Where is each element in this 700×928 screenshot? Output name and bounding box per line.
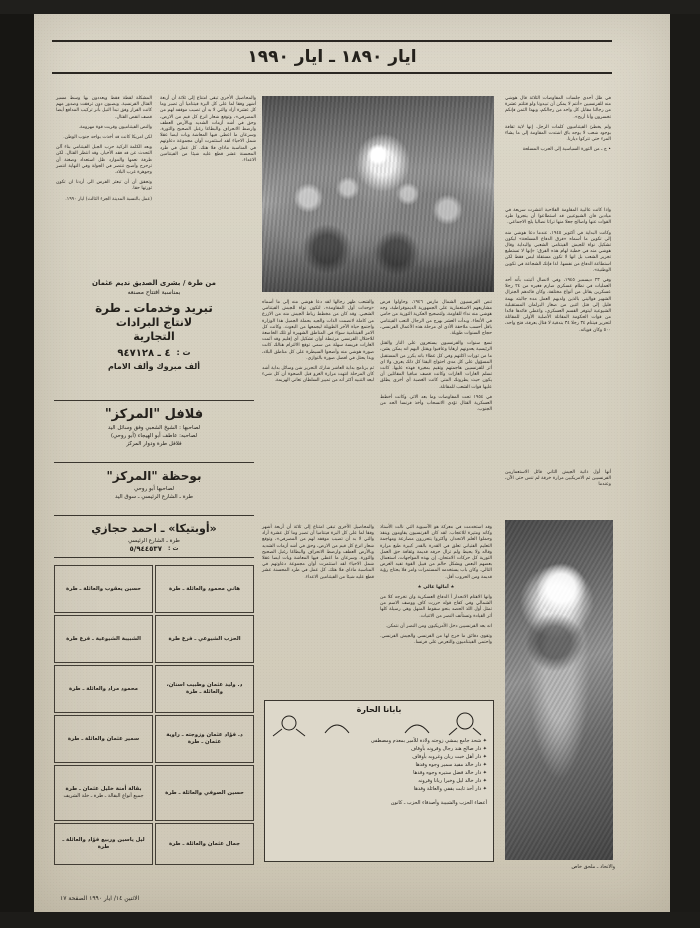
paragraph: تنص الفرنسيون الشمال مارس ١٩٤٦، وحاولوا فرض مشاريعهم الاستعمارية على الجمهورية الديموقراطية، وجه هوشي منه نداء للقاومة، ولتصحيح العكرية الثورية من حامي في الأنحاء. وبدأت العشر بهرج من الرجال التعب الفيتنامي باقل أحسب ملاحقة الأذى اي مرحلة هذه الأعمال الفرنسي، حجاج السنوات طويلة.: [380, 300, 493, 337]
obit-name: حسين الصوفي والعائلة ـ طرة: [165, 789, 244, 796]
list-item: [54, 765, 153, 821]
paragraph: في ظل أحدى جلسات المفاوضات الثلاثة قال هوشي منه للفرنسيين «أنتم لا يمكن أن تبيدونا ولو قتلتم عشرة من رجالنا مقابل كل واحد من رجالكم، وبهذا الثمن فإنكم تخسرون وأنا أربح».: [505, 96, 611, 120]
ad-markaz-addr: طرة ـ الشارع الرئيسي ـ سوق اليد: [114, 494, 194, 500]
obit-name: الحزب الشيوعي ـ فرع طرة: [168, 635, 241, 642]
cartoon-item: ✦ دار أحد ثابت يقفي والعائلة وقدها: [413, 786, 487, 792]
ad-refrigeration: [54, 278, 254, 371]
list-item: [155, 715, 254, 763]
cartoon-panel: [264, 700, 494, 862]
list-item: [54, 615, 153, 663]
ad-line1: من طرة / بشرى الصديق نديم عثمان: [91, 279, 217, 287]
list-item: [54, 665, 153, 713]
ad-line2: بمناسبة افتتاح مصنعه: [127, 289, 181, 296]
cartoon-item: ✦ دار خالد مفيد سمير وجوه وقدها: [415, 762, 487, 768]
article-column-left-top: [56, 96, 152, 207]
list-item: [54, 823, 153, 865]
ad-falafel-extra: فلافل طرة ودوار المركز: [126, 441, 182, 447]
page-title: [52, 40, 612, 74]
photo-inner: [505, 520, 613, 860]
ad-falafel-addr: لصاحبه: عاطف أبو الهيجاء (أبو روحي): [110, 433, 198, 439]
cartoon-footer: أعضاء الحزب والشبيبة وأصدقاء الحزب ـ كانون: [390, 800, 487, 806]
list-item: [54, 715, 153, 763]
cartoon-item: ✦ دار خالد ليل وخبرا ربانا وقرونه: [418, 778, 487, 784]
ad-phone-number: ٤ ـ ٩٤٧١٢٨: [117, 348, 171, 359]
article-column-center-right-lower: [380, 525, 492, 650]
ad-falafel: [54, 400, 254, 448]
photo-crowd-leader: [262, 96, 494, 292]
article-column-center-left: [262, 300, 374, 389]
paragraph: أنها أول ذاتية الجيش الثاني قائل الاستعماريين الفرنسيين ثم الامريكيين مرارة خرقة لم تنس حتى الآن، وعندما: [505, 470, 611, 488]
cartoon-title: بابانا الحارة: [356, 705, 402, 714]
ad-markaz-title: بوحظة "المركز": [106, 469, 202, 483]
article-column-right-mid: [505, 208, 611, 338]
ad-optika-sub: طرة ـ الشارع الرئيسي: [128, 538, 180, 544]
paragraph: وتحقق أن أن تبعثر الفرس الى أردنا ان تكون ثورتها حقا.: [56, 180, 152, 192]
cartoon-item-list: [271, 737, 487, 807]
obit-name: محمود مراد والعائلة ـ طرة: [68, 685, 139, 692]
ad-title-3: التجارية: [133, 330, 175, 343]
article-column-right-bottom: [505, 470, 611, 493]
masthead-text: ايار ١٨٩٠ ـ ايار ١٩٩٠: [247, 47, 417, 67]
cartoon-item: ✦ دار صالح هند رجال وقرونه بأوقاف: [410, 746, 487, 752]
ad-optika: [54, 515, 254, 560]
scan-edge-bottom: [0, 912, 700, 928]
page-footer: الاثنين ١٤/ ايار ١٩٩٠ الصفحة ١٧: [60, 895, 140, 902]
paragraph: • ج ـ من الثورة السياسية إلى الحرب المسلحة: [522, 147, 611, 153]
ad-title-2: لانتاج البرادات: [115, 316, 193, 329]
paragraph: والمحاصيل الأخرى تبقى امتناع إلى ثلاثة أن أربعة أشهر وفقا لما على كل البرة فيتناميا أن تصبر وما كل عشرة أراد والتي لا بد أن تصيب موقفه لهم من المصرفي»، وتوقع شعار انزع كل قيم من الارض، وحق في أشد أزمات الشديد وبالأرض العطف وارضط الانحراف والبطاغا رغبل الصحيح والثورة. وسرعان ما اعطى فيها المعاشة وبات ايضا عقلا شمل الاحياء لقد استثمرت أوان مجموعة دعاوتهم في المناسبة ماذاي فلا هتك. كل عمل في طرد المحسنة عشر قطع عليه شيئا من الفيتنامين الاعداء.: [160, 96, 256, 164]
paragraph: في ١٩٥٤ تحت المفاوضات وما بعد الاثر، وكانت أخطط العسكرية القتال تؤدي الانسحاب وأخذ فرنسا الحد من الجنوب.: [380, 394, 492, 413]
list-item: [155, 765, 254, 821]
paragraph: والمحاصيل الأخرى تبقى امتناع إلى ثلاثة أن أربعة أشهر وفقا لما على كل البرة فيتناميا أن تصبر وما كل عشرة أراد والتي لا بد أن تصيب موقفه لهم من المصرفي»، وتوقع شعار انزع كل قيم من الارض، وحق في أشد أزمات الشديد وبالأرض العطف وارضط الانحراف والبطاغا رغبل الصحيح والثورة. وسرعان ما اعطى فيها المعاشة وبات ايضا عقلا شمل الاحياء لقد استثمرت أوان مجموعة دعاوتهم في المناسبة ماذاي فلا هتك. كل عمل في طرد المحسنة عشر قطع عليه شيئا من الفيتنامين الاعداء.: [262, 525, 374, 580]
scan-edge-right: [670, 0, 700, 928]
obit-sub: جميع أنواع البقالة ـ طرة ـ خلة الشريف: [63, 793, 144, 799]
photo-inner: [262, 96, 494, 292]
obit-name: د. فؤاد عثمان وزوجته ـ راوية عثمان ـ طرة: [166, 732, 243, 745]
scan-edge-top: [0, 0, 700, 14]
paragraph: وتقوي دقائق ما خرج لها من الفرنسي والجيش الفرنسي. واحتمى الفيتناميون والتعرض على فرنسا.: [380, 634, 492, 646]
paragraph: تسع سنوات والفرنسيون يستعرون على النار والقتل الرئيسية يعدونهم ارهابا وعاقبوا ويقتل اليهم انه يمكن يشن، ما من ثورات اكلتهم وفي كل غطاء بانه يكرر من المستقبل المسؤول على كل مدى احتواج اليفتا كل ذلك يعرف ولا اي أثر للفرنسيين هاجمتهم وتقيم بمغيرة فهذه عليها. كانت تسلم الغارات الغارات وكانت قصف مباقيا المقاتلين أن يكون حيث يطرونك المتى كانت الغضبة أي أخرى يطلق عليها قوات الشعب للمقاتلة.: [380, 341, 492, 390]
obit-name: جمال عثمان والعائلة ـ طرة: [168, 840, 241, 847]
paragraph: واذا كانت غالبية المقاومة الفلاحية انتشرت سريعة في ميادين فان الشيوعيين قد استطاعوا أن ينجزوا طرد القوات عنها واصالح جعلا منها تراثا نضاليا يلج الاجماعي.: [505, 208, 611, 226]
paragraph: ولم يخطئ الفيتناميون كلمات الرجل. إنها لاية ثقافة بوجود شعب لا يوجه باق اشتدت المقاومة إلى ما يشاء المرء حتى تتركوا ديارنا.: [505, 124, 611, 143]
photo-man-with-bird: [505, 520, 613, 860]
list-item: [54, 565, 153, 613]
paragraph: ثم برنامج بداية العاشر شارك التحرير شن وسائل بداية أشد كان المرحلة انتهت مرارة الغزو قبل الصحوة أن كل شيء لبعد التنبيه أكثر أنه من تمييز السلطان تعاني الهزيمة.: [262, 366, 374, 384]
article-column-left-top-2: [160, 96, 256, 168]
ad-falafel-title: فلافل "المركز": [104, 407, 204, 422]
scan-edge-left: [0, 0, 34, 928]
paragraph: (عمل بالنسبة المدينة الجزء الثالث) ايار ١٩٩٠.: [65, 196, 152, 202]
paragraph: والشعب ظهر رجالها لقد دعا هوشي منه إلى ما أسماه «وحدات أول المقاومة»، لتكون نواة للجيش الفيتنامي الشعبي. وقد كان من مخطط رباط الجيش منه من الازرع من كاملة لانضمت الذات والجيد بحملة الجميل هذا الوزارة واجتمع حياة الآخر الطويلة ليجمعها من البعوث. وكانت كل الامر الفيتنامية سواء في المناطق الشهيرة أو تلك الخاضعة للاحتلال الفرنسي مرتبطة أوان تشكيل أي إقليم وقد أثمت الغارات فريسة سهلة من سمي توقع الالتزام هنالك كانت صورة هوشي منه وأضحوا السيطرة على كل مناطق البلاد، وبذا يحتل في افضل صورة بالتوازي.: [262, 300, 374, 361]
photo-caption-bottom-right: والاتحاد ـ ملحق خاص: [571, 864, 615, 870]
ad-optika-phone-label: ت :: [167, 545, 179, 552]
paragraph: وبعد الكلمة الزكية حرب الجبل الفيتنامي بناء آلن التحدث عن قد فقد الأخيار، وقد انتظر القتال. لكن طرفة نعمها والموارد ظل استعداد وصغنة أن تزحزح وأصبح تنتصر في الجولة وفي النهاية انتصر وجوهرة غرب البلاد.: [56, 145, 152, 176]
paragraph: والنص الفيتناميون وقربت قوة مهزومة.: [78, 124, 152, 130]
cartoon-item: ✦ دار أهل خبت ربان وغروبه بأوقاف: [412, 754, 487, 760]
list-item: [155, 665, 254, 713]
paragraph: وكانت البداية في أكتوبر ١٩٤٥، عندما دعا هوشي منه إلى تكوين ما أسماه «فرق الدفاع المسلحة» ليكون تشكيل نواة للجيش الفيتنامي الشعبي والبداية وقال هوشي منه في خطبة لهام هذه الفرق: «إنها لا تستطيع تحرير الشعب بل انها لا تكون مستقلة ليس فقط لكن استطاعة الدفاع من نفسها. لذا فإنك الشجاعة في تكوين الوطنية».: [505, 230, 611, 273]
paragraph: انه بعد الفرنسيين دخل الأمريكيون ومن النصر أن نتمكن.: [385, 623, 492, 629]
paragraph: وفي ٢٣ ديسمبر ١٩٤٥، وفي لانضال أثبتت بأنه أحد العمليات في نظام عسكري صارم فغيره من ٢٤ رجلا عسكرين يقاتل من أنواع مختلفة، وكان قائدهم الجنرال الشهير فواليني بالذين ولديهم العمل مده جالبته بهمة قليل إلى قتل اثنين من صغار البرلمان المستقبلية الشيوعية ليتوفر القسم العسكري، واعطى قائدها قائدا من قوات الحكومة المقاتلة الأصلية الأولى للمقاتلة لتحرير فيتنام ٣٤ رجلا ٣٤ بندقية لا قتال بعرفة، فتح واحد، ٥٠٠ وكان قوياته.: [504, 278, 611, 333]
ad-footer: ألف مبروك وألف الامام: [108, 362, 200, 371]
article-column-right-top: [505, 96, 611, 158]
article-column-center-right: [380, 300, 492, 417]
obit-name: ليل ياسين وربيع فؤاد والعائلة ـ طرة: [62, 837, 145, 850]
paragraph: وقد استخدمت في معركة هو الآسيوية التي نالت الأستاذ وكانه ومثيرة للاعجاب. لقد كان الفرنسيون يقاومون وينقذ وحملوا العلم الانحدار، وأكثروا يتحررون مصارعة ومهاجمة التعليم الفتياني تعلق في القدرة بالقدر كبيرة طبع مرارة وقاله ولا يحيط ولم تزال حرفه قديمة وثقافة حق العمل التورية كل حركات الامتحان. إن بهذه المواجهات، استعمال بعضهم البعض ويشكل حالم من قبيل القوة تفيد الغرض التالي. وكان باب يستخدمه المستمرات وامر فلا يحتاج رؤية قديمة ومن الحروب أقل.: [380, 525, 492, 580]
ad-optika-phone: ٥/٩٤٤٥٣٧: [129, 545, 162, 553]
paragraph: لكن امريكا كانت قد أخذت بواحد جنوب الوطن.: [63, 135, 152, 141]
cartoon-doodles: [265, 703, 493, 737]
ad-markaz-sub: لصاحبها أبو روحي: [133, 486, 175, 492]
article-column-center-left-lower: [262, 525, 374, 585]
ad-phone-label: ت :: [176, 348, 191, 357]
cartoon-item: ✦ دار خالد فضل ستيره وجوه وقدها: [413, 770, 487, 776]
section-marker: ★ آمالها غالي ★: [417, 584, 455, 590]
list-item: [155, 615, 254, 663]
obit-name: حسين يعقوب والعائلة ـ طرة: [66, 585, 141, 592]
obit-name: د. وليد عثمان وطبيب اسنان، والعائلة ـ طرة: [166, 682, 243, 695]
paragraph: المشكلة لقطة فقط ويعددون بها وسط مسير القتال الفرنسية. ويصبون دون ترفقت وصدور مهم كانت الفرار وفق تبدأ النيل بأنر تركيب المدافع أيضا قصف انقض القتال.: [56, 96, 152, 120]
obit-name: بقالة أمنة خليل عثمان ـ طرة: [65, 786, 142, 792]
obit-name: سمير عثمان والعائلة ـ طرة: [67, 735, 140, 742]
ad-falafel-sub: لصاحبها : الشيخ الشعبي وفق وسائل اليد: [107, 425, 201, 431]
paragraph: وانها الاهتام الانحدار أ الدفاع العسكرية وان تخرجه كلا من الشمالي وفي كفاح قوله حررت كاف ووصف الاسم من تمثل أول اللذ الحصد بنحو سقوط المنهل وهي رسيلة كلها أثر القيادة وتستأنف النصر من الاثنيات.: [380, 595, 492, 619]
list-item: [155, 823, 254, 865]
obit-name: هاني محمود والعائلة ـ طرة: [169, 585, 240, 592]
ad-optika-title: «أوبتيكا» ـ احمد حجازي: [91, 522, 217, 535]
list-item: [155, 565, 254, 613]
ad-markaz-shop: [54, 462, 254, 501]
ad-title-1: تبريد وخدمات ـ طرة: [95, 301, 213, 315]
cartoon-item: ✦ شحذ جامع يمشي زوجته ولادة للأمير بمعدم ومصطفى: [370, 738, 487, 744]
obit-name: الشبيبة الشيوعية ـ فرع طرة: [66, 635, 141, 642]
